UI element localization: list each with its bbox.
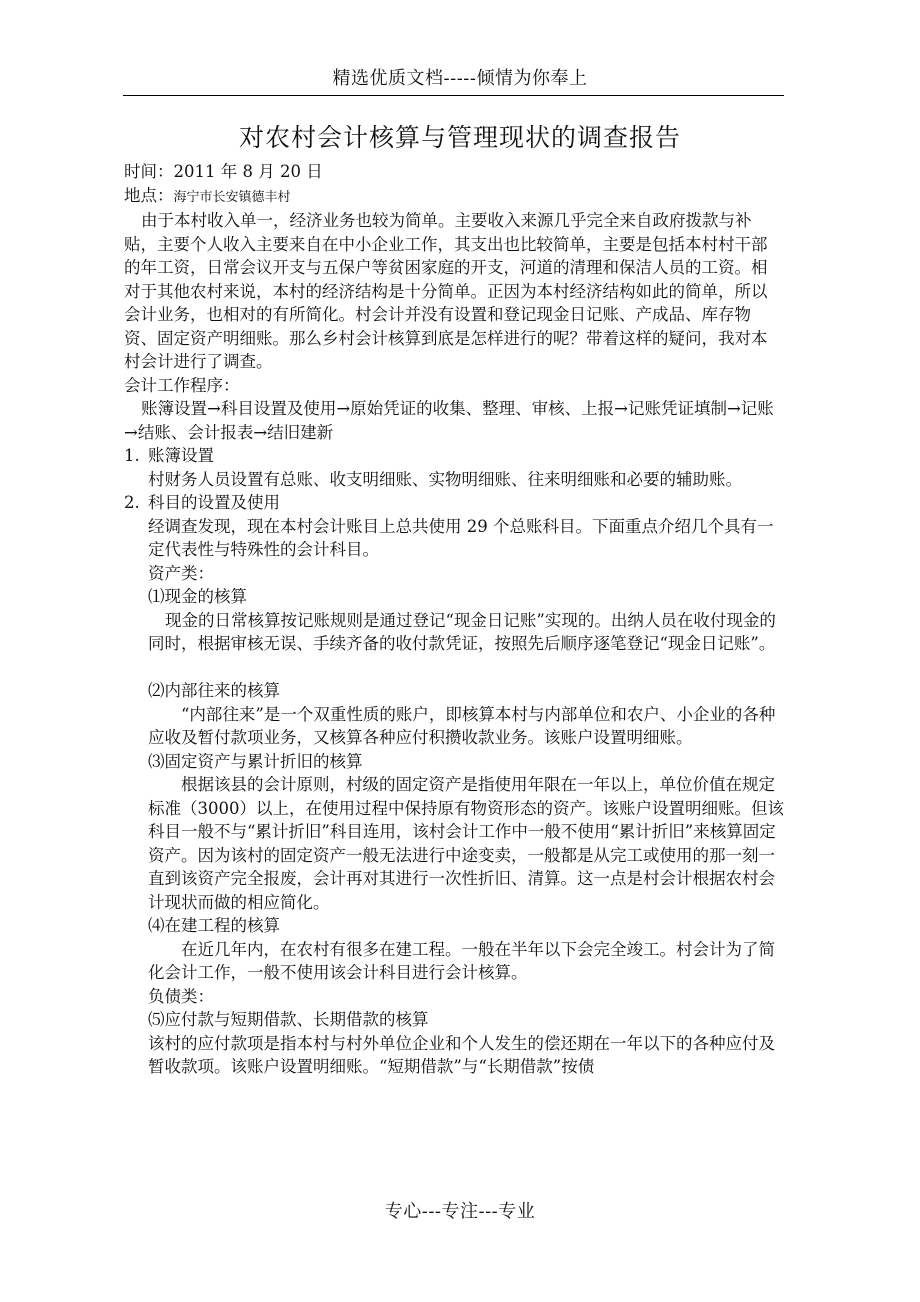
procedure-heading: 会计工作程序： (124, 375, 240, 395)
internal-heading: ⑵内部往来的核算 (148, 681, 280, 700)
payables-heading: ⑸应付款与短期借款、长期借款的核算 (148, 1010, 429, 1029)
section-title: 科目的设置及使用 (148, 493, 280, 512)
section-1-text: 村财务人员设置有总账、收支明细账、实物明细账、往来明细账和必要的辅助账。 (148, 469, 742, 489)
time-value: 2011 年 8 月 20 日 (173, 162, 323, 181)
payables-text: 该村的应付款项是指本村与村外单位企业和个人发生的偿还期在一年以下的各种应付及暂收款项。该账户设置明细账。“短期借款”与“长期借款”按债 (148, 1033, 775, 1076)
construction-text: 在近几年内，在农村有很多在建工程。一般在半年以下会完全竣工。村会计为了简化会计工作，一般不使用该会计科目进行会计核算。 (148, 939, 775, 982)
construction-heading: ⑷在建工程的核算 (148, 916, 280, 935)
place-value: 海宁市长安镇德丰村 (173, 189, 291, 205)
header-divider (123, 95, 784, 96)
section-2-text: 经调查发现，现在本村会计账目上总共使用 29 个总账科目。下面重点介绍几个具有一定代表性与特殊性的会计科目。 (148, 516, 774, 559)
time-label: 时间： (124, 162, 174, 181)
place-label: 地点： (124, 185, 174, 205)
section-number: 1. (124, 446, 140, 465)
section-1-heading (124, 444, 780, 468)
section-title: 账簿设置 (148, 446, 214, 465)
fixed-assets-text: 根据该县的会计原则，村级的固定资产是指使用年限在一年以上，单位价值在规定标准（3000）以上，在使用过程中保持原有物资形态的资产。该账户设置明细账。但该科目一般不与“累计折旧”科目连用，该村会计工作中一般不使用“累计折旧”来核算固定资产。因为该村的固定资产一般无法进行中途变卖，一般都是从完工或使用的那一刻一直到该资产完全报废，会计再对其进行一次性折旧、清算。这一点是村会计根据农村会计现状而做的相应简化。 (148, 775, 784, 912)
asset-category: 资产类： (148, 563, 214, 583)
place-line (124, 184, 780, 210)
document-body (124, 160, 784, 1079)
cash-heading: ⑴现金的核算 (148, 587, 247, 606)
cash-text: 现金的日常核算按记账规则是通过登记“现金日记账”实现的。出纳人员在收付现金的同时，根据审核无误、手续齐备的收付款凭证，按照先后顺序逐笔登记“现金日记账”。 (148, 610, 776, 653)
internal-text: “内部往来”是一个双重性质的账户，即核算本村与内部单位和农户、小企业的各种应收及暂付款项业务，又核算各种应付积攒收款业务。该账户设置明细账。 (148, 704, 776, 747)
intro-paragraph: 由于本村收入单一，经济业务也较为简单。主要收入来源几乎完全来自政府拨款与补贴，主要个人收入主要来自在中小企业工作，其支出也比较简单，主要是包括本村村干部的年工资，日常会议开支与五保户等贫困家庭的开支，河道的清理和保洁人员的工资。相对于其他农村来说，本村的经济结构是十分简单。正因为本村经济结构如此的简单，所以会计业务，也相对的有所简化。村会计并没有设置和登记现金日记账、产成品、库存物资、固定资产明细账。那么乡村会计核算到底是怎样进行的呢？带着这样的疑问，我对本村会计进行了调查。 (124, 211, 768, 371)
section-2-heading (124, 491, 780, 515)
fixed-assets-heading: ⑶固定资产与累计折旧的核算 (148, 751, 363, 771)
document-title: 对农村会计核算与管理现状的调查报告 (238, 123, 681, 152)
time-line (124, 160, 780, 184)
page-header: 精选优质文档-----倾情为你奉上 (332, 68, 588, 89)
procedure-flow: 账簿设置→科目设置及使用→原始凭证的收集、整理、审核、上报→记账凭证填制→记账→结账、会计报表→结旧建新 (124, 399, 774, 442)
page-footer: 专心---专注---专业 (384, 1201, 536, 1222)
section-number: 2. (124, 493, 140, 512)
blank-line (124, 656, 780, 680)
liability-category: 负债类： (148, 986, 214, 1006)
